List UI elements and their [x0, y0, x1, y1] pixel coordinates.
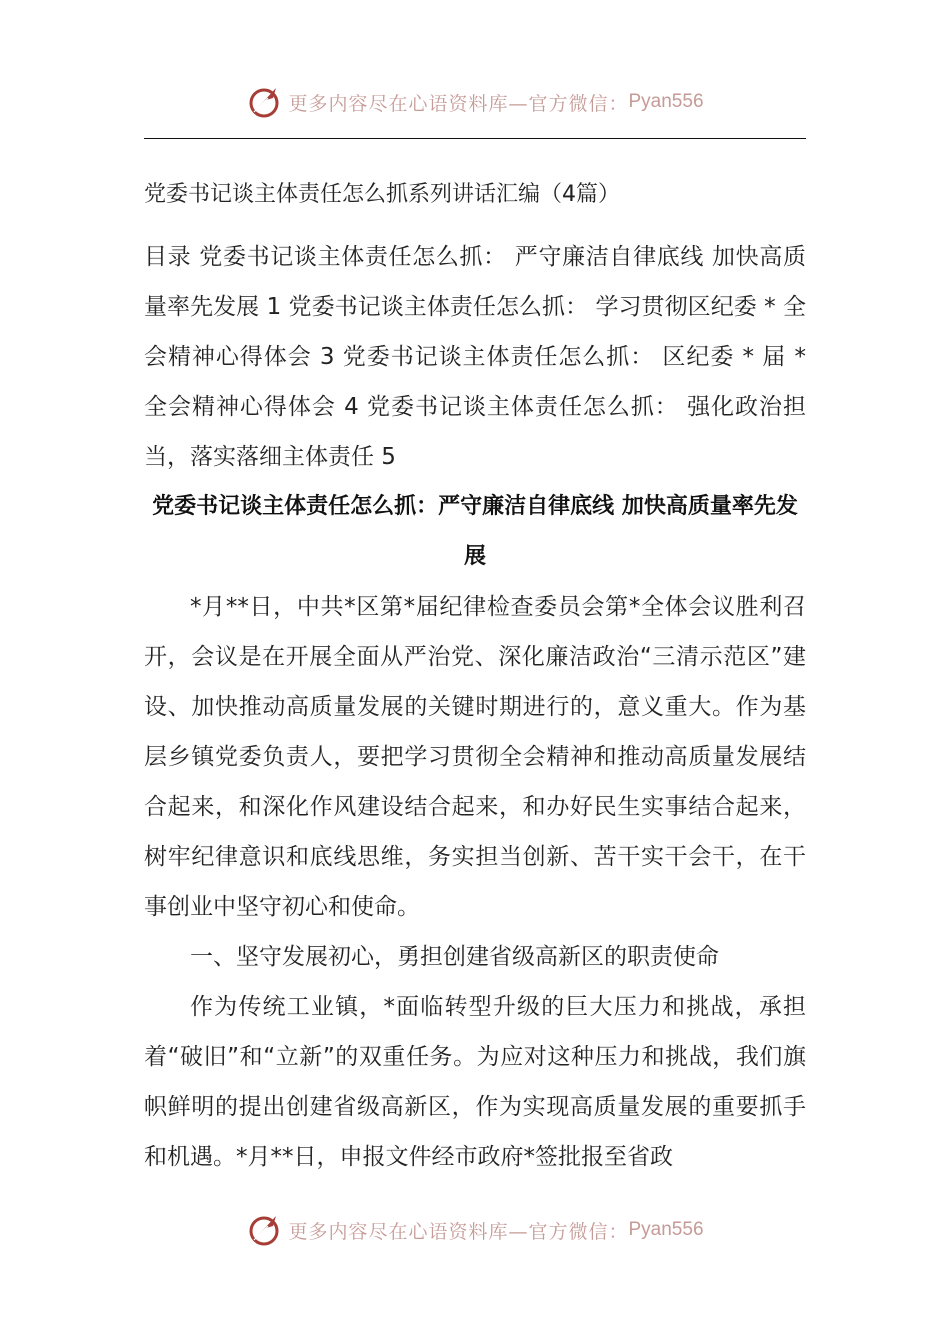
section-title: 党委书记谈主体责任怎么抓：严守廉洁自律底线 加快高质量率先发展 — [152, 494, 798, 569]
heading-1: 一、坚守发展初心，勇担创建省级高新区的职责使命 — [190, 944, 719, 970]
header-banner — [0, 80, 950, 124]
paragraph: 作为传统工业镇，*面临转型升级的巨大压力和挑战，承担着“破旧”和“立新”的双重任务。为应对这种压力和挑战，我们旗帜鲜明的提出创建省级高新区，作为实现高质量发展的重要抓手和机遇。*月**日，申报文件经市政府*签批报至省政 — [144, 994, 806, 1170]
quill-logo-icon — [246, 84, 282, 120]
footer-banner-text: 更多内容尽在心语资料库—官方微信： — [288, 1220, 629, 1243]
footer-wechat-id: Pyan556 — [628, 1219, 704, 1240]
paragraph: *月**日，中共*区第*届纪律检查委员会第*全体会议胜利召开，会议是在开展全面从严治党、深化廉洁政治“三清示范区”建设、加快推动高质量发展的关键时期进行的，意义重大。作为基层乡镇党委负责人，要把学习贯彻全会精神和推动高质量发展结合起来，和深化作风建设结合起来，和办好民生实事结合起来，树牢纪律意识和底线思维，务实担当创新、苦干实干会干，在干事创业中坚守初心和使命。 — [144, 594, 806, 920]
header-banner-text: 更多内容尽在心语资料库—官方微信： — [288, 92, 629, 115]
document-title: 党委书记谈主体责任怎么抓系列讲话汇编（4篇） — [144, 182, 620, 207]
footer-banner — [0, 1208, 950, 1252]
quill-logo-icon — [246, 1212, 282, 1248]
table-of-contents: 目录 党委书记谈主体责任怎么抓： 严守廉洁自律底线 加快高质量率先发展 1 党委书记谈主体责任怎么抓： 学习贯彻区纪委 * 全会精神心得体会 3 党委书记谈主体责任怎么抓： 区纪委 * 届 * 全会精神心得体会 4 党委书记谈主体责任怎么抓： 强化政治担当，落实落细主体责任 5 — [144, 244, 806, 470]
header-divider — [144, 138, 806, 139]
document-body — [144, 172, 806, 1182]
header-wechat-id: Pyan556 — [628, 91, 704, 112]
